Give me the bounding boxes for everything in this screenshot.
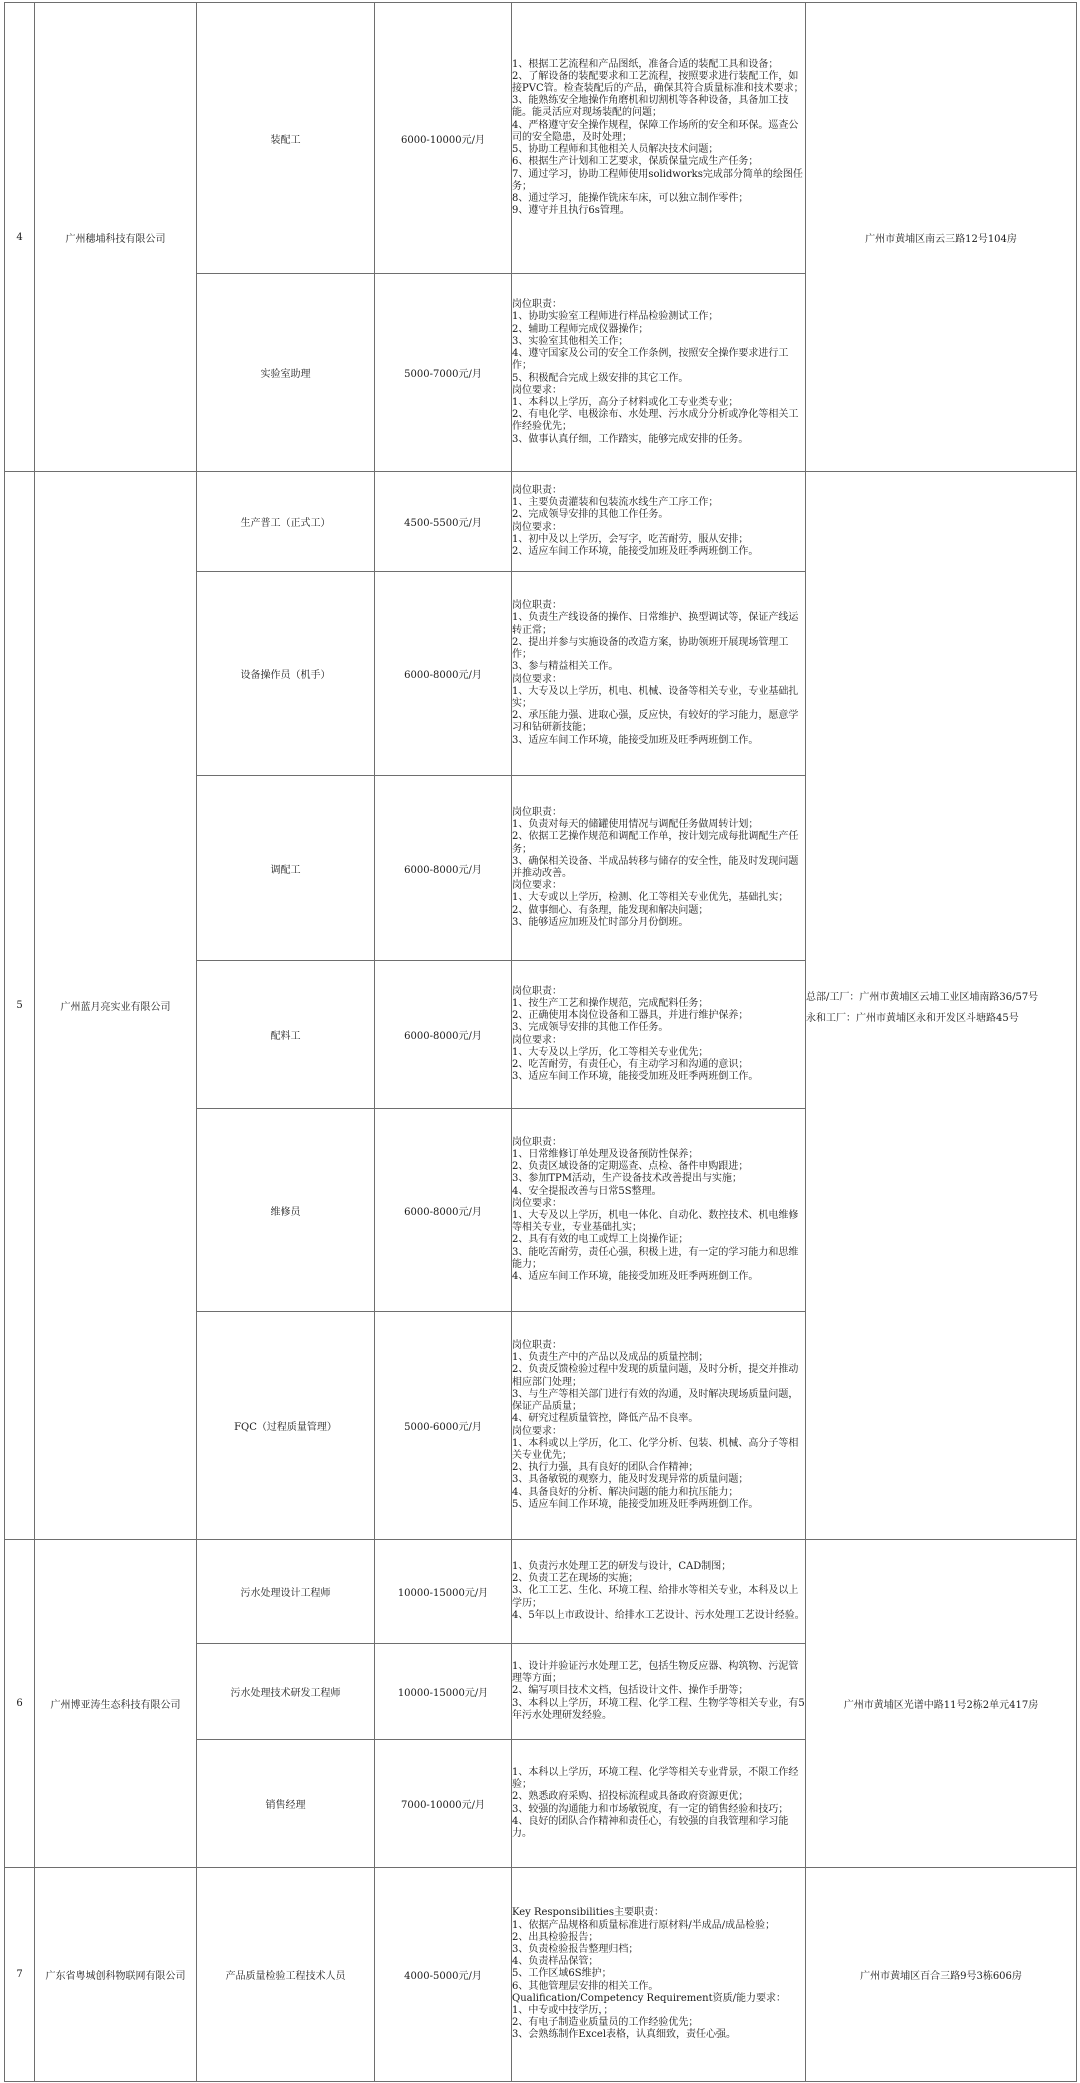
duty-line: 3、适应车间工作环境，能接受加班及旺季两班倒工作。 [512,1071,759,1083]
duty-line: 9、遵守并且执行6s管理。 [512,205,630,217]
duty-line: 5、适应车间工作环境，能接受加班及旺季两班倒工作。 [512,1498,759,1510]
duty-line: 4、安全提报改善与日常5S整理。 [512,1185,662,1197]
position-title: 销售经理 [197,1740,375,1868]
duty-line: 1、本科或以上学历，化工、化学分析、包装、机械、高分子等相关专业优先； [512,1437,799,1461]
salary: 5000-7000元/月 [375,274,512,472]
table-row [5,472,1077,572]
duty-line: 1、初中及以上学历，会写字，吃苦耐劳，服从安排； [512,533,749,545]
row-index: 5 [5,472,35,1540]
job-listings-table [4,2,1077,2082]
address-line: 永和工厂：广州市黄埔区永和开发区斗塘路45号 [806,1012,1019,1024]
duty-line: 岗位职责： [512,484,562,496]
duty-line: 3、会熟练制作Excel表格，认真细致，责任心强。 [512,2029,737,2041]
duty-line: 岗位要求： [512,673,562,685]
company-name: 广东省粤城创科物联网有限公司 [35,1868,197,2082]
job-duties [512,472,806,572]
table-row [5,1540,1077,1644]
company-address [806,1540,1077,1868]
duty-line: 2、适应车间工作环境，能接受加班及旺季两班倒工作。 [512,545,759,557]
duty-line: 4、5年以上市政设计、给排水工艺设计、污水处理工艺设计经验。 [512,1609,805,1621]
duty-line: 2、执行力强，具有良好的团队合作精神； [512,1462,699,1474]
duty-line: 3、本科以上学历，环境工程、化学工程、生物学等相关专业，有5年污水处理研发经验。 [512,1697,805,1721]
job-duties [512,274,806,472]
duty-line: 3、化工工艺、生化、环境工程、给排水等相关专业，本科及以上学历； [512,1585,799,1609]
duty-line: 2、提出并参与实施设备的改造方案，协助领班开展现场管理工作； [512,636,789,661]
duty-line: 3、负责检验报告整理归档； [512,1943,639,1955]
position-title: 实验室助理 [197,274,375,472]
duty-line: 1、负责生产中的产品以及成品的质量控制； [512,1352,709,1364]
duty-line: 岗位要求： [512,1197,562,1209]
address-line: 广州市黄埔区光谱中路11号2栋2单元417房 [843,1700,1039,1711]
salary: 4500-5500元/月 [375,472,512,572]
duty-line: 2、有电化学、电极涂布、水处理、污水成分分析或净化等相关工作经验优先； [512,409,799,433]
duty-line: 2、熟悉政府采购、招投标流程或具备政府资源更优； [512,1791,749,1803]
duty-line: Key Responsibilities主要职责： [512,1907,664,1919]
duty-line: 3、参与精益相关工作。 [512,661,619,673]
job-duties [512,1540,806,1644]
duty-line: 2、承压能力强、进取心强，反应快，有较好的学习能力，愿意学习和钻研新技能； [512,710,799,734]
duty-line: 4、负责样品保管； [512,1956,599,1968]
duty-line: 6、根据生产计划和工艺要求，保质保量完成生产任务； [512,156,759,168]
duty-line: 岗位要求： [512,880,562,892]
job-duties [512,961,806,1109]
duty-line: Qualification/Competency Requirement资质/能力要求： [512,1992,786,2004]
duty-line: 3、参加TPM活动，生产设备技术改善提出与实施； [512,1173,742,1185]
duty-line: 2、正确使用本岗位设备和工器具，并进行维护保养； [512,1010,749,1022]
duty-line: 3、做事认真仔细，工作踏实，能够完成安排的任务。 [512,433,749,445]
duty-line: 1、大专及以上学历，化工等相关专业优先； [512,1046,709,1058]
duty-line: 2、负责区域设备的定期巡查、点检、备件申购跟进； [512,1161,749,1173]
salary: 6000-8000元/月 [375,776,512,961]
job-duties [512,776,806,961]
duty-line: 3、完成领导安排的其他工作任务。 [512,1022,669,1034]
duty-line: 6、其他管理层安排的相关工作。 [512,1980,659,1992]
duty-line: 3、较强的沟通能力和市场敏锐度，有一定的销售经验和技巧； [512,1803,789,1815]
duty-line: 2、出具检验报告； [512,1931,599,1943]
duty-line: 岗位职责： [512,1136,562,1148]
job-duties [512,1740,806,1868]
company-name: 广州穗埔科技有限公司 [35,3,197,472]
salary: 10000-15000元/月 [375,1644,512,1740]
duty-line: 4、良好的团队合作精神和责任心，有较强的自我管理和学习能力。 [512,1815,789,1839]
address-line: 广州市黄埔区南云三路12号104房 [865,233,1017,245]
duty-line: 1、中专或中技学历，； [512,2005,614,2016]
row-index: 6 [5,1540,35,1868]
duty-line: 4、适应车间工作环境，能接受加班及旺季两班倒工作。 [512,1271,759,1283]
duty-line: 2、编写项目技术文档，包括设计文件、操作手册等； [512,1685,749,1697]
duty-line: 1、负责对每天的储罐使用情况与调配任务做周转计划； [512,819,759,831]
company-address [806,1868,1077,2082]
duty-line: 3、能够适应加班及忙时部分月份倒班。 [512,916,689,928]
position-title: 污水处理设计工程师 [197,1540,375,1644]
duty-line: 1、本科以上学历，环境工程、化学等相关专业背景，不限工作经验； [512,1766,799,1791]
duty-line: 3、能吃苦耐劳，责任心强，积极上进，有一定的学习能力和思维能力； [512,1246,799,1270]
duty-line: 2、完成领导安排的其他工作任务。 [512,509,669,521]
job-duties [512,572,806,776]
salary: 6000-8000元/月 [375,1109,512,1312]
address-line: 总部/工厂：广州市黄埔区云埔工业区埔南路36/57号 [806,991,1039,1003]
salary: 6000-8000元/月 [375,572,512,776]
duty-line: 岗位职责： [512,600,562,612]
duty-line: 2、做事细心、有条理，能发现和解决问题； [512,904,709,916]
salary: 5000-6000元/月 [375,1312,512,1540]
duty-line: 3、适应车间工作环境，能接受加班及旺季两班倒工作。 [512,734,759,746]
address-line: 广州市黄埔区百合三路9号3栋606房 [860,1971,1022,1982]
duty-line: 1、根据工艺流程和产品图纸，准备合适的装配工具和设备； [512,58,779,70]
row-index: 4 [5,3,35,472]
duty-line: 2、辅助工程师完成仪器操作； [512,323,649,335]
duty-line: 3、与生产等相关部门进行有效的沟通，及时解决现场质量问题，保证产品质量； [512,1388,799,1413]
company-name: 广州蓝月亮实业有限公司 [35,472,197,1540]
duty-line: 2、有电子制造业质量员的工作经验优先； [512,2017,699,2029]
duty-line: 2、具有有效的电工或焊工上岗操作证； [512,1234,689,1246]
duty-line: 1、协助实验室工程师进行样品检验测试工作； [512,311,719,323]
position-title: 设备操作员（机手） [197,572,375,776]
position-title: FQC（过程质量管理） [197,1312,375,1540]
duty-line: 4、严格遵守安全操作规程，保障工作场所的安全和环保。巡查公司的安全隐患，及时处理； [512,119,799,143]
table-row [5,3,1077,274]
duty-line: 岗位要求： [512,1425,562,1437]
duty-line: 4、遵守国家及公司的安全工作条例，按照安全操作要求进行工作； [512,348,789,372]
duty-line: 1、大专或以上学历，检测、化工等相关专业优先，基础扎实； [512,892,789,904]
duty-line: 2、负责反馈检验过程中发现的质量问题，及时分析，提交并推动相应部门处理； [512,1364,799,1388]
duty-line: 3、具备敏锐的观察力，能及时发现异常的质量问题； [512,1474,749,1486]
salary: 4000-5000元/月 [375,1868,512,2082]
position-title: 装配工 [197,3,375,274]
duty-line: 7、通过学习，协助工程师使用solidworks完成部分简单的绘图任务； [512,168,803,192]
duty-line: 4、研究过程质量管控，降低产品不良率。 [512,1413,699,1425]
duty-line: 1、设计并验证污水处理工艺，包括生物反应器、构筑物、污泥管理等方面； [512,1660,799,1685]
duty-line: 岗位职责： [512,299,562,311]
position-title: 生产普工（正式工） [197,472,375,572]
job-duties [512,3,806,274]
company-address [806,3,1077,472]
duty-line: 2、了解设备的装配要求和工艺流程，按照要求进行装配工作，如接PVC管。检查装配后的产品，确保其符合质量标准和技术要求； [512,70,804,95]
position-title: 污水处理技术研发工程师 [197,1644,375,1740]
duty-line: 3、能熟练安全地操作角磨机和切割机等各种设备，具备加工技能。能灵活应对现场装配的问题； [512,95,789,119]
duty-line: 2、吃苦耐劳，有责任心，有主动学习和沟通的意识； [512,1058,749,1070]
duty-line: 1、主要负责灌装和包装流水线生产工序工作； [512,497,719,509]
duty-line: 1、负责生产线设备的操作、日常维护、换型调试等，保证产线运转正常； [512,612,799,636]
duty-line: 1、依据产品规格和质量标准进行原材料/半成品/成品检验； [512,1919,776,1931]
duty-line: 8、通过学习，能操作铣床车床，可以独立制作零件； [512,192,749,204]
duty-line: 5、协助工程师和其他相关人员解决技术问题； [512,144,719,156]
position-title: 调配工 [197,776,375,961]
job-duties [512,1868,806,2082]
job-duties [512,1312,806,1540]
duty-line: 1、按生产工艺和操作规范，完成配料任务； [512,997,709,1009]
duty-line: 1、大专及以上学历，机电一体化、自动化、数控技术、机电维修等相关专业，专业基础扎实； [512,1210,799,1234]
duty-line: 2、负责工艺在现场的实施； [512,1573,639,1585]
salary: 10000-15000元/月 [375,1540,512,1644]
duty-line: 岗位要求： [512,521,562,533]
salary: 6000-8000元/月 [375,961,512,1109]
duty-line: 岗位职责： [512,1340,562,1352]
salary: 6000-10000元/月 [375,3,512,274]
duty-line: 3、实验室其他相关工作； [512,335,629,347]
company-name: 广州博亚涛生态科技有限公司 [35,1540,197,1868]
job-duties [512,1644,806,1740]
row-index: 7 [5,1868,35,2082]
duty-line: 岗位要求： [512,1034,562,1046]
duty-line: 1、本科以上学历，高分子材料或化工专业类专业； [512,396,739,408]
duty-line: 1、大专及以上学历，机电、机械、设备等相关专业，专业基础扎实； [512,685,799,709]
company-address [806,472,1077,1540]
position-title: 维修员 [197,1109,375,1312]
table-row [5,1868,1077,2082]
duty-line: 岗位职责： [512,985,562,997]
salary: 7000-10000元/月 [375,1740,512,1868]
duty-line: 1、日常维修订单处理及设备预防性保养； [512,1148,699,1160]
duty-line: 4、具备良好的分析、解决问题的能力和抗压能力； [512,1486,739,1498]
job-duties [512,1109,806,1312]
position-title: 配料工 [197,961,375,1109]
duty-line: 5、积极配合完成上级安排的其它工作。 [512,372,689,384]
position-title: 产品质量检验工程技术人员 [197,1868,375,2082]
duty-line: 岗位职责： [512,806,562,818]
duty-line: 1、负责污水处理工艺的研发与设计，CAD制图； [512,1560,732,1572]
duty-line: 5、工作区域6S维护； [512,1968,612,1980]
duty-line: 2、依据工艺操作规范和调配工作单，按计划完成每批调配生产任务； [512,831,799,855]
duty-line: 3、确保相关设备、半成品转移与储存的安全性，能及时发现问题并推动改善。 [512,855,799,879]
duty-line: 岗位要求： [512,384,562,396]
